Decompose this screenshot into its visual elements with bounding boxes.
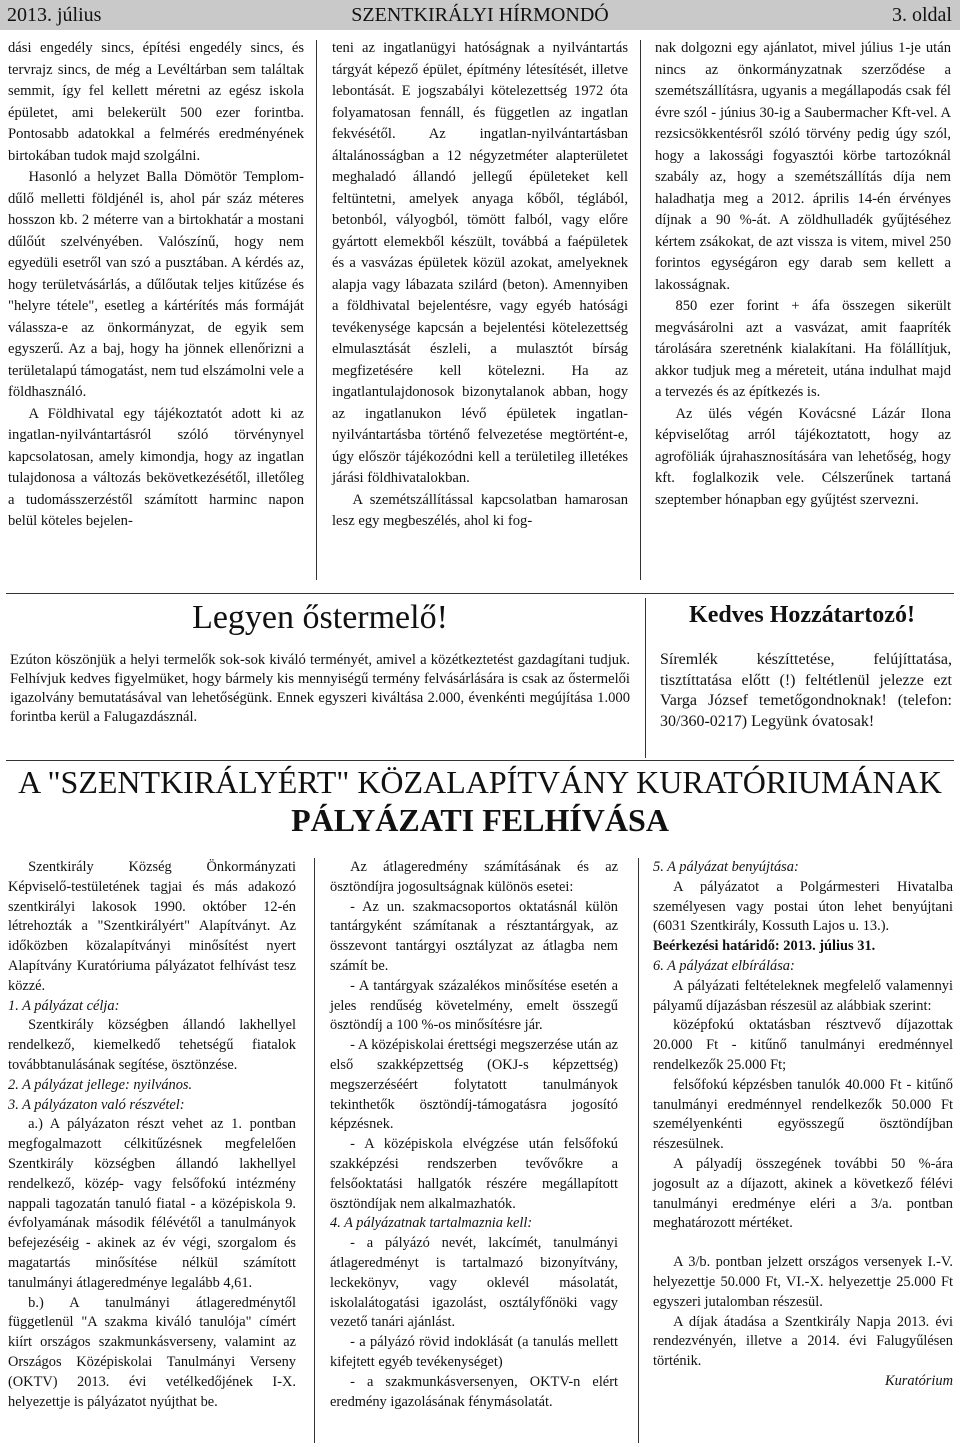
call-column-1 bbox=[8, 858, 296, 1412]
newspaper-title: SZENTKIRÁLYI HÍRMONDÓ bbox=[351, 4, 609, 26]
paragraph: dási engedély sincs, építési engedély sincs, és tervrajz sincs, de még a Levéltárban sem találtak semmit, így fel kellett méretni az egész iskola épületet, ami belekerült 500 ezer forintba. Pontosabb adatokkal a felmérés eredményének birtokában tudok majd szolgálni. bbox=[8, 40, 304, 164]
column-divider bbox=[638, 858, 639, 1443]
paragraph: a.) A pályázaton részt vehet az 1. pontban megfogalmazott célkitűzésnek megfelelően Szentkirály községben állandó lakhellyel rendelkező, közép- vagy felsőfokú intézmény nappali tagozatán tanuló fiatal - a középiskola 9. évfolyamának második félévétől a tanulmányok befejezéséig - akinek az év végi, szorgalom és magatartás minősítése nélkül számított tanulmányi átlageredménye legalább 4,61. bbox=[8, 1116, 296, 1291]
kedves-headline: Kedves Hozzátartozó! bbox=[689, 602, 915, 628]
page-number: 3. oldal bbox=[892, 4, 952, 26]
kedves-notice-text: Síremlék készíttetése, felújíttatása, tisztíttatása előtt (!) feltétlenül jelezze ezt Varga József temetőgondnoknak! (telefon: 30/360-0217) Legyünk óvatosak! bbox=[660, 651, 952, 730]
call-headline-line-1: A "SZENTKIRÁLYÉRT" KÖZALAPÍTVÁNY KURATÓRIUMÁNAK bbox=[18, 764, 942, 800]
paragraph: - Az un. szakmacsoportos oktatásnál külön tantárgyként számítanak a résztantárgyak, az összevont tantárgyi osztályzat az átlagba nem számít be. bbox=[330, 898, 618, 974]
paragraph: teni az ingatlanügyi hatóságnak a nyilvántartás tárgyát képező épület, építmény létesítését, illetve lebontását. E jogszabályi kötelezettség 1972 óta folyamatosan fennáll, és független az ingatlan fekvésétől. Az ingatlan-nyilvántartásban általánosságban a 12 négyzetméter alapterületet meghaladó állandó jellegű épületeket kell feltüntetni, amelyek anyaga kőből, téglából, betonból, vályogból, tömött falból, vagy előre gyártott elemekből készült, továbbá a faépületek és a vasvázas épületek közül azokat, amelyeknek alapja vagy lábazata szilárd (beton). Amennyiben a földhivatal bejelentésre, vagy egyéb hatósági tevékenysége kapcsán a bejelentési kötelezettség elmulasztását észleli, a mulasztót bírság megfizetésére kell kötelezni. Ha az ingatlantulajdonosok bizonytalanok abban, hogy az ingatlanukon lévő épületek ingatlan-nyilvántartásba történő felvezetése megtörtént-e, úgy először tájékozódni kell a területileg illetékes járási földhivatalokban. bbox=[332, 40, 628, 486]
legyen-headline: Legyen őstermelő! bbox=[192, 599, 448, 636]
paragraph: A Földhivatal egy tájékoztatót adott ki az ingatlan-nyilvántartásról szóló törvénynyel kapcsolatosan, amely kimondja, hogy az ingatlan tulajdonosa a változás bekövetkezésétől, illetőleg a tudomásszerzéstől számított harminc napon belül köteles bejelen- bbox=[8, 405, 304, 529]
issue-date: 2013. július bbox=[7, 4, 102, 26]
section-heading: 6. A pályázat elbírálása: bbox=[653, 957, 795, 974]
article-column-1 bbox=[8, 38, 304, 533]
paragraph: A díjak átadása a Szentkirály Napja 2013. évi rendezvényén, illetve a 2014. évi Falugyűlésen történik. bbox=[653, 1313, 953, 1370]
paragraph: A pályadíj összegének további 50 %-ára jogosult az a díjazott, akinek a következő félévi tanulmányi eredménye eléri a 3/a. pontban meghatározott mértéket. bbox=[653, 1155, 953, 1232]
call-column-2 bbox=[330, 858, 618, 1412]
section-heading: 3. A pályázaton való részvétel: bbox=[8, 1096, 185, 1113]
paragraph: középfokú oktatásban résztvevő díjazottak 20.000 Ft - kitűnő tanulmányi eredménnyel rendelkezők 25.000 Ft; bbox=[653, 1017, 953, 1073]
paragraph: Szentkirály községben állandó lakhellyel rendelkező, kiemelkedő tehetségű fiatalok továbbtanulásának segítése, ösztönzése. bbox=[8, 1017, 296, 1073]
paragraph: A pályázati feltételeknek megfelelő valamennyi pályamű díjazásban részesül az alábbiak szerint: bbox=[653, 977, 953, 1014]
paragraph: b.) A tanulmányi átlageredménytől függetlenül "A szakma kiváló tanulója" címért kiírt országos szakmunkásverseny, valamint az Országos Középiskolai Tanulmányi Verseny (OKTV) 2013. évi vetélkedőjének I-X. helyezettje is pályázatot nyújthat be. bbox=[8, 1294, 296, 1410]
section-heading: 5. A pályázat benyújtása: bbox=[653, 859, 799, 875]
box-divider bbox=[645, 598, 646, 758]
paragraph: felsőfokú képzésben tanulók 40.000 Ft - kitűnő tanulmányi eredménnyel rendelkezők 50.000 Ft személyenkénti egyösszegű ösztöndíjban részesülnek. bbox=[653, 1076, 953, 1153]
paragraph: A szemétszállítással kapcsolatban hamarosan lesz egy megbeszélés, ahol ki fog- bbox=[332, 491, 628, 529]
paragraph: Az átlageredmény számításának és az ösztöndíjra jogosultságnak különös esetei: bbox=[330, 859, 618, 895]
deadline: Beérkezési határidő: 2013. július 31. bbox=[653, 938, 876, 955]
column-divider bbox=[314, 858, 315, 1443]
paragraph: Hasonló a helyzet Balla Dömötör Templom-dűlő melletti földjénél is, ahol pár száz méteres hosszon kb. 2 méterre van a birtokhatár a mostani dűlőút szelvényében. Valószínű, hogy nem egyedüli esetről van szó a pusztában. A kérdés az, hogy területvásárlás, a dűlőutak teljes kitűzése és "helyre tétele", esetleg a kártérítés más formáját válassza-e az önkormányzat, de egyik sem egyszerű. Az a baj, hogy ha jönnek ellenőrizni a területalapú támogatást, nem tud elszámolni vele a földhasználó. bbox=[8, 169, 304, 400]
section-heading: 4. A pályázatnak tartalmaznia kell: bbox=[330, 1215, 533, 1232]
signature: Kuratórium bbox=[885, 1372, 953, 1389]
paragraph: Az ülés végén Kovácsné Lázár Ilona képviselőtag arról tájékoztatott, hogy az agroföliák újrahasznosítására van lehetőség, hogy kft. foglalkozik vele. Célszerűnek tartaná szeptember hónapban egy gyűjtést szervezni. bbox=[655, 405, 951, 508]
section-divider bbox=[6, 593, 954, 594]
paragraph: A 3/b. pontban jelzett országos versenyek I.-V. helyezettje 50.000 Ft, VI.-X. helyezettje 25.000 Ft egyszeri jutalomban részesül. bbox=[653, 1254, 953, 1310]
paragraph: - a pályázó nevét, lakcímét, tanulmányi átlageredményt is tartalmazó bizonyítvány, leckekönyv, vagy oklevél másolatát, iskolalátogatási igazolást, osztályfőnöki vagy vezető tanári ajánlást. bbox=[330, 1235, 618, 1331]
section-divider bbox=[6, 760, 954, 761]
paragraph: - A középiskola elvégzése után felsőfokú szakképzési rendszerben tevővőkre a felsőoktatási hallgatók részére megállapított ösztöndíjak nem alkalmazhatók. bbox=[330, 1136, 618, 1212]
call-headline-line-2: PÁLYÁZATI FELHÍVÁSA bbox=[291, 802, 669, 838]
section-heading: 2. A pályázat jellege: nyilvános. bbox=[8, 1076, 193, 1093]
paragraph: A pályázatot a Polgármesteri Hivatalba személyesen vagy postai úton lehet benyújtani (6031 Szentkirály, Kossuth Lajos u. 13.). bbox=[653, 878, 953, 935]
article-column-2 bbox=[332, 38, 628, 533]
paragraph: - a szakmunkásversenyen, OKTV-n elért eredmény igazolásának fénymásolatát. bbox=[330, 1373, 618, 1410]
paragraph: 850 ezer forint + áfa összegen sikerült megvásárolni azt a vasvázat, amit faapríték tárolására szeretnénk kialakítani. Ha fölállítjuk, akkor tudjuk meg a méreteit, utána indulhat majd a tervezés és az építkezés is. bbox=[655, 298, 951, 400]
paragraph: Szentkirály Község Önkormányzati Képviselő-testületének tagjai és más adakozó szentkirályi lakosok 1990. október 12-én létrehozták a "Szentkirályért" Alapítványt. Az időközben közalapítványi minősítést nyert Alapítvány Kuratóriuma pályázatot felhívást tesz közzé. bbox=[8, 859, 296, 994]
column-divider bbox=[316, 40, 317, 580]
section-heading: 1. A pályázat célja: bbox=[8, 997, 120, 1014]
column-divider bbox=[640, 40, 641, 580]
article-column-3 bbox=[655, 38, 951, 511]
paragraph: - A tantárgyak százalékos minősítése esetén a jeles rendűség követelmény, emelt összegű ösztöndíj a 100 %-os minősítésre jár. bbox=[330, 977, 618, 1034]
paragraph: - A középiskolai érettségi megszerzése után az első szakképzettség (OKJ-s képzettség) megszerzéséért folytatott tanulmányok tekinthetők ösztöndíj-támogatásra jogosító képzésnek. bbox=[330, 1037, 618, 1133]
page-header bbox=[0, 0, 960, 30]
paragraph: nak dolgozni egy ajánlatot, mivel július 1-je után nincs az önkormányzatnak szerződése a szemétszállításra, ugyanis a megállapodás csak fél évre szól - június 30-ig a Saubermacher Kft-vel. A rezsicsökkentésről szóló törvény pedig úgy szól, hogy a lakossági fogyasztói körbe tartozóknál szabály az, hogy a szemétszállítás díja nem haladhatja meg a 2012. április 14-én érvényes díjnak a 90 %-át. A zöldhulladék gyűjtéséhez kértem zsákokat, de azt vissza is vitem, mivel 250 forintos egységáron egy darab sem kellett a lakosságnak. bbox=[655, 40, 951, 293]
call-column-3 bbox=[653, 858, 953, 1392]
legyen-notice-text: Ezúton köszönjük a helyi termelők sok-sok kiváló terményét, amivel a közétkeztetést gazdagítani tudjuk. Felhívjuk kedves figyelmüket, hogy bármely kis mennyiségű termény felvásárlására is csak az őstermelői igazolvány bemutatásával van lehetőségünk. Ennek egyszeri kiváltása 2.000, évenkénti megújítása 1.000 forintba kerül a Falugazdásznál. bbox=[10, 652, 630, 725]
paragraph: - a pályázó rövid indoklását (a tanulás mellett kifejtett egyéb tevékenységet) bbox=[330, 1334, 618, 1370]
